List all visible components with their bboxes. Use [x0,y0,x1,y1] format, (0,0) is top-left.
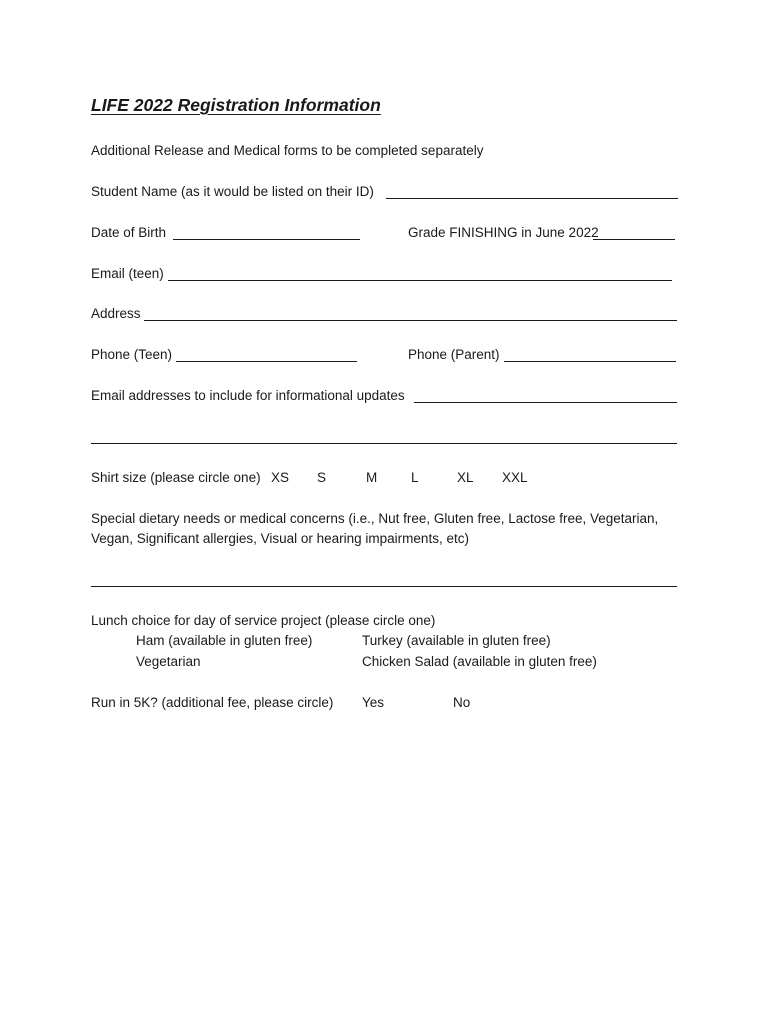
shirt-size-xxl[interactable]: XXL [502,470,528,485]
lunch-choice-label: Lunch choice for day of service project (please circle one) [91,613,436,628]
date-of-birth-field[interactable] [173,239,360,240]
email-updates-label: Email addresses to include for informational updates [91,388,405,403]
email-teen-field[interactable] [168,280,672,281]
lunch-option-turkey[interactable]: Turkey (available in gluten free) [362,633,551,648]
form-title: LIFE 2022 Registration Information [91,95,381,115]
dietary-label-line1: Special dietary needs or medical concerns (i.e., Nut free, Gluten free, Lactose free, Vegetarian, [91,511,659,526]
shirt-size-m[interactable]: M [366,470,378,485]
run-5k-label: Run in 5K? (additional fee, please circle) [91,695,334,710]
student-name-label: Student Name (as it would be listed on their ID) [91,184,374,199]
dietary-label-line2: Vegan, Significant allergies, Visual or hearing impairments, etc) [91,531,469,546]
email-teen-label: Email (teen) [91,266,164,281]
phone-teen-field[interactable] [176,361,357,362]
run-5k-yes[interactable]: Yes [362,695,385,710]
shirt-size-s[interactable]: S [317,470,327,485]
subtitle-note: Additional Release and Medical forms to be completed separately [91,143,484,158]
address-field[interactable] [144,320,677,321]
phone-parent-label: Phone (Parent) [408,347,500,362]
dietary-field[interactable] [91,586,677,587]
email-updates-field[interactable] [414,402,677,403]
shirt-size-label: Shirt size (please circle one) [91,470,261,485]
lunch-option-vegetarian[interactable]: Vegetarian [136,654,201,669]
address-label: Address [91,306,141,321]
phone-teen-label: Phone (Teen) [91,347,173,362]
lunch-option-chicken-salad[interactable]: Chicken Salad (available in gluten free) [362,654,597,669]
date-of-birth-label: Date of Birth [91,225,167,240]
grade-field[interactable] [593,239,675,240]
lunch-option-ham[interactable]: Ham (available in gluten free) [136,633,313,648]
shirt-size-xl[interactable]: XL [457,470,474,485]
student-name-field[interactable] [386,198,678,199]
shirt-size-xs[interactable]: XS [271,470,290,485]
shirt-size-l[interactable]: L [411,470,419,485]
grade-label: Grade FINISHING in June 2022 [408,225,599,240]
phone-parent-field[interactable] [504,361,676,362]
run-5k-no[interactable]: No [453,695,471,710]
email-updates-field-continued[interactable] [91,443,677,444]
